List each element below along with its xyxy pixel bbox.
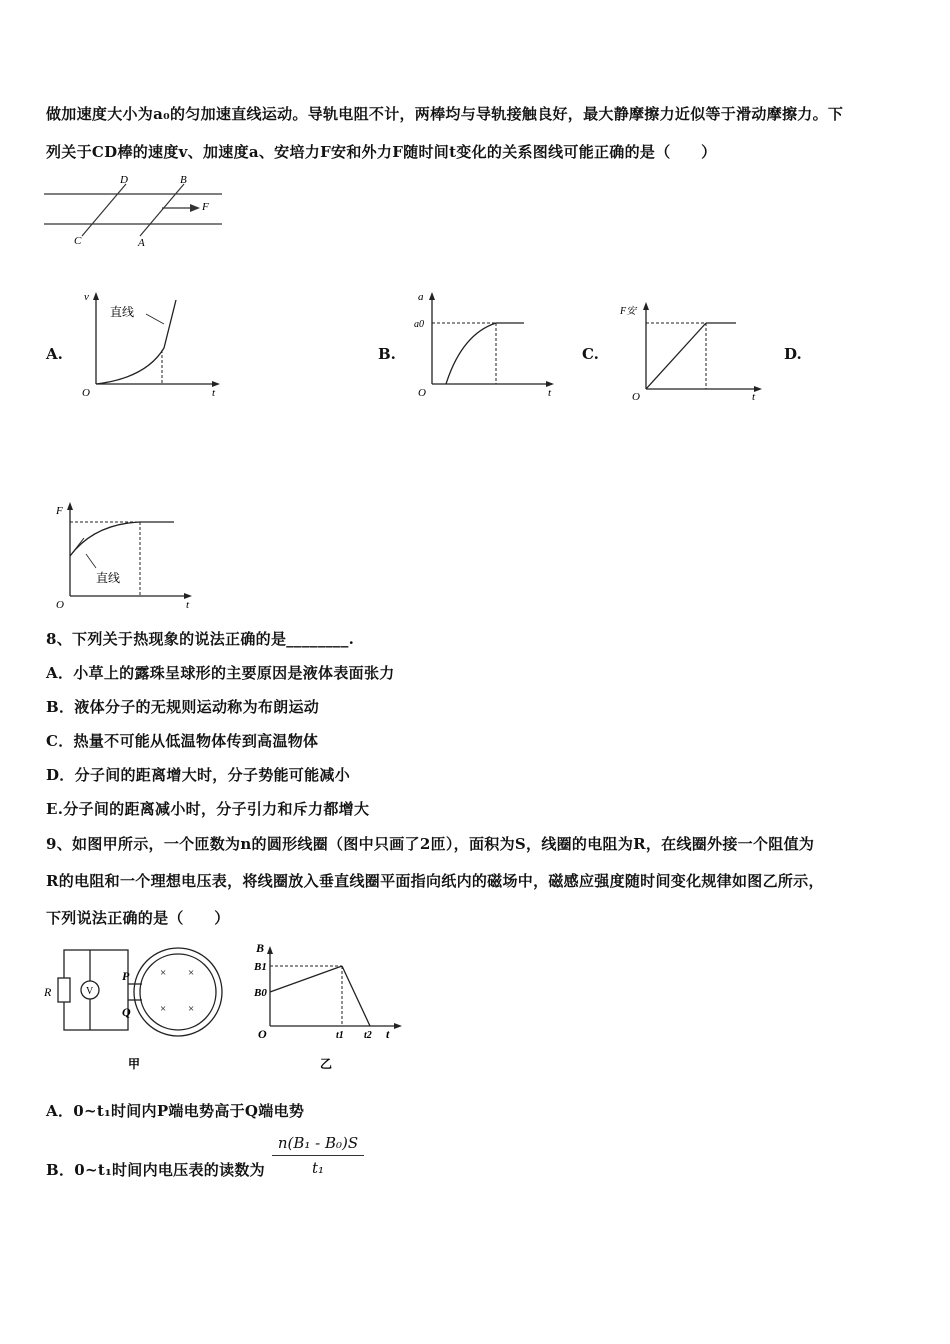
q8-option-a: A．小草上的露珠呈球形的主要原因是液体表面张力 bbox=[46, 664, 395, 682]
q8-option-d: D．分子间的距离增大时，分子势能可能减小 bbox=[46, 766, 351, 784]
graph-a-v-t bbox=[76, 286, 226, 402]
figure-yi-b-t-graph bbox=[252, 940, 404, 1074]
q7-option-a-label: A. bbox=[46, 345, 63, 363]
graph-c-x-label: t bbox=[752, 391, 756, 403]
q9-option-b-fraction bbox=[272, 1134, 364, 1177]
q9-option-a: A．0~t₁时间内P端电势高于Q端电势 bbox=[46, 1102, 305, 1120]
graph-yi-b0: B0 bbox=[254, 987, 267, 999]
q9-text-line-1: 9、如图甲所示，一个匝数为n的圆形线圈（图中只画了2匝），面积为S，线圈的电阻为R，在线圈外接一个阻值为 bbox=[46, 835, 815, 853]
graph-b-origin: O bbox=[418, 387, 426, 399]
circuit-label-p: P bbox=[122, 969, 130, 983]
fraction-denominator: t₁ bbox=[311, 1159, 325, 1177]
rail-label-a: A bbox=[138, 237, 145, 249]
graph-d-origin: O bbox=[56, 599, 64, 610]
graph-yi-origin: O bbox=[258, 1027, 267, 1041]
graph-b-a-t bbox=[410, 286, 560, 402]
q8-option-b: B．液体分子的无规则运动称为布朗运动 bbox=[46, 698, 320, 716]
graph-b-level-label: a0 bbox=[414, 319, 424, 330]
graph-a-annotation: 直线 bbox=[110, 305, 135, 319]
q7-text-line-2: 列关于CD棒的速度v、加速度a、安培力F安和外力F随时间t变化的关系图线可能正确的是（ ） bbox=[46, 143, 717, 161]
circuit-label-q: Q bbox=[122, 1005, 131, 1019]
q8-option-e: E.分子间的距离减小时，分子引力和斥力都增大 bbox=[46, 800, 370, 818]
graph-yi-t2: t2 bbox=[364, 1030, 372, 1041]
graph-d-f-t bbox=[50, 498, 200, 610]
q8-option-c: C．热量不可能从低温物体传到高温物体 bbox=[46, 732, 319, 750]
graph-c-fan-t bbox=[618, 296, 768, 408]
rail-label-d: D bbox=[120, 174, 128, 186]
rail-label-c: C bbox=[74, 235, 82, 247]
graph-d-annotation: 直线 bbox=[96, 571, 121, 585]
rail-diagram bbox=[44, 172, 224, 252]
graph-yi-t: t bbox=[386, 1027, 390, 1041]
figure-jia-circuit bbox=[42, 940, 238, 1074]
rail-label-f: F bbox=[202, 201, 209, 213]
q8-stem: 8、下列关于热现象的说法正确的是________. bbox=[46, 630, 355, 648]
fraction-numerator: n(B₁ - B₀)S bbox=[272, 1134, 364, 1156]
graph-d-x-label: t bbox=[186, 599, 190, 610]
q7-option-d-label: D. bbox=[784, 345, 802, 363]
svg-text:×: × bbox=[188, 967, 195, 979]
graph-c-y-label: F安 bbox=[620, 306, 637, 317]
q9-text-line-2: R的电阻和一个理想电压表，将线圈放入垂直线圈平面指向纸内的磁场中，磁感应强度随时间变化规律如图乙所示， bbox=[46, 872, 824, 890]
q7-option-b-label: B. bbox=[378, 345, 396, 363]
svg-text:×: × bbox=[188, 1003, 195, 1015]
figure-yi-caption: 乙 bbox=[320, 1057, 333, 1071]
graph-b-y-label: a bbox=[418, 291, 424, 303]
graph-yi-b-axis: B bbox=[256, 941, 265, 955]
circuit-label-r: R bbox=[44, 985, 52, 999]
graph-b-x-label: t bbox=[548, 387, 552, 399]
svg-text:×: × bbox=[160, 1003, 167, 1015]
graph-a-y-label: v bbox=[84, 291, 89, 303]
graph-a-origin: O bbox=[82, 387, 90, 399]
rail-label-b: B bbox=[180, 174, 187, 186]
graph-yi-b1: B1 bbox=[254, 961, 267, 973]
circuit-label-v: V bbox=[86, 986, 94, 997]
graph-c-origin: O bbox=[632, 391, 640, 403]
graph-yi-t1: t1 bbox=[336, 1030, 344, 1041]
q7-text-line-1: 做加速度大小为a₀的匀加速直线运动。导轨电阻不计，两棒均与导轨接触良好，最大静摩擦力近似等于滑动摩擦力。下 bbox=[46, 105, 844, 123]
figure-jia-caption: 甲 bbox=[128, 1057, 141, 1071]
graph-a-x-label: t bbox=[212, 387, 216, 399]
svg-text:×: × bbox=[160, 967, 167, 979]
q7-option-c-label: C. bbox=[582, 345, 599, 363]
q9-text-line-3: 下列说法正确的是（ ） bbox=[46, 909, 230, 927]
q9-option-b: B．0~t₁时间内电压表的读数为 bbox=[46, 1161, 265, 1179]
graph-d-y-label: F bbox=[56, 505, 63, 517]
